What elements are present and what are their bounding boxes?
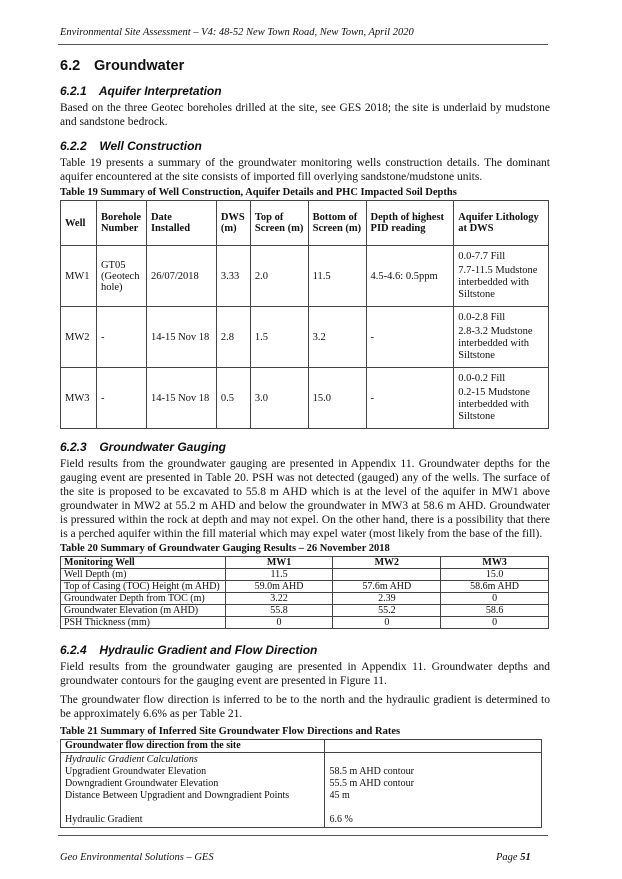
page-label: Page	[496, 852, 518, 863]
table-header-row	[61, 201, 549, 246]
section-heading	[60, 58, 184, 74]
cell-date: 14-15 Nov 18	[146, 368, 216, 429]
section-title: Groundwater	[94, 58, 185, 74]
cell-value: 58.6m AHD	[441, 581, 549, 593]
cell-value: 3.22	[225, 593, 333, 605]
header-cell: Aquifer Lithology at DWS	[454, 201, 549, 246]
subsection-heading-621	[60, 84, 222, 98]
cell-value: 57.6m AHD	[333, 581, 441, 593]
gradient-label: Hydraulic Gradient	[65, 814, 143, 825]
table-21	[60, 739, 542, 828]
subsection-heading-622	[60, 139, 202, 153]
calc-labels-cell	[61, 753, 325, 828]
cell-borehole: GT05 (Geotech hole)	[96, 246, 146, 307]
subsection-number: 6.2.4	[60, 643, 87, 657]
subsection-number: 6.2.3	[60, 440, 87, 454]
row-label: Top of Casing (TOC) Height (m AHD)	[61, 581, 226, 593]
lithology-rock: 7.7-11.5 Mudstone interbedded with Siltstone	[458, 265, 538, 300]
paragraph-well-construction: Table 19 presents a summary of the groundwater monitoring wells construction details. The dominant aquifer encountered at the site consists of imported fill overlying sandstone/mudstone units.	[60, 157, 550, 183]
header-cell: Well	[61, 201, 97, 246]
cell-value: 15.0	[441, 569, 549, 581]
paragraph-gauging: Field results from the groundwater gauging are presented in Appendix 11. Groundwater depths for the gauging event are presented in Table 20. PSH was not detected (gauged) any of the wells. The surface of the site is proposed to be excavated to 55.8 m AHD which is at the level of the aquifer in MW1 above groundwater in MW2 at 55.2 m AHD and below the groundwater in MW3 at 58.6 m AHD. Groundwater is pressured within the rock at depth and may not expel. On the other hand, there is a possibility that there is a perched aquifer within the fill material which may expel water (most likely from the base of the fill).	[60, 458, 550, 540]
table-row	[61, 307, 549, 368]
header-cell: Top of Screen (m)	[250, 201, 308, 246]
calc-label: Distance Between Upgradient and Downgradient Points	[65, 790, 290, 801]
lithology-rock: 0.2-15 Mudstone interbedded with Siltstone	[458, 387, 530, 422]
row-label: Groundwater Depth from TOC (m)	[61, 593, 226, 605]
paragraph-hydraulic-2: The groundwater flow direction is inferred to be to the north and the hydraulic gradient is determined to be approximately 6.6% as per Table 21.	[60, 694, 550, 720]
cell-well: MW2	[61, 307, 97, 368]
lithology-fill: 0.0-0.2 Fill	[458, 373, 506, 384]
table-20	[60, 556, 549, 629]
header-cell: MW2	[333, 557, 441, 569]
row-label: PSH Thickness (mm)	[61, 617, 226, 629]
footer-company: Geo Environmental Solutions – GES	[60, 852, 214, 863]
calc-value: 58.5 m AHD contour	[329, 766, 414, 777]
table-19	[60, 200, 549, 429]
calc-label: Upgradient Groundwater Elevation	[65, 766, 207, 777]
row-label: Well Depth (m)	[61, 569, 226, 581]
cell-dws: 3.33	[216, 246, 250, 307]
cell-pid: -	[366, 307, 454, 368]
subsection-number: 6.2.2	[60, 139, 87, 153]
table-row	[61, 368, 549, 429]
table-header-row	[61, 740, 542, 753]
header-cell: Bottom of Screen (m)	[308, 201, 366, 246]
cell-value: 59.0m AHD	[225, 581, 333, 593]
cell-date: 26/07/2018	[146, 246, 216, 307]
header-cell: DWS (m)	[216, 201, 250, 246]
calc-values-cell	[325, 753, 542, 828]
cell-top-screen: 1.5	[250, 307, 308, 368]
subsection-title: Groundwater Gauging	[99, 440, 227, 454]
blank-line	[65, 802, 320, 814]
calc-subheader: Hydraulic Gradient Calculations	[65, 754, 198, 765]
blank-line	[329, 754, 537, 766]
cell-pid: 4.5-4.6: 0.5ppm	[366, 246, 454, 307]
cell-bottom-screen: 3.2	[308, 307, 366, 368]
table-row	[61, 593, 549, 605]
table-20-caption: Table 20 Summary of Groundwater Gauging Results – 26 November 2018	[60, 543, 390, 554]
cell-date: 14-15 Nov 18	[146, 307, 216, 368]
table-row	[61, 753, 542, 828]
cell-pid: -	[366, 368, 454, 429]
cell-dws: 2.8	[216, 307, 250, 368]
table-row	[61, 246, 549, 307]
lithology-rock: 2.8-3.2 Mudstone interbedded with Siltstone	[458, 326, 533, 361]
cell-value: 0	[441, 617, 549, 629]
blank-line	[329, 802, 537, 814]
cell-value: 0	[441, 593, 549, 605]
paragraph-aquifer: Based on the three Geotec boreholes drilled at the site, see GES 2018; the site is underlaid by mudstone and sandstone bedrock.	[60, 102, 550, 128]
header-cell-empty	[325, 740, 542, 753]
header-cell: Borehole Number	[96, 201, 146, 246]
cell-value: 55.8	[225, 605, 333, 617]
header-cell: Monitoring Well	[61, 557, 226, 569]
header-cell: MW1	[225, 557, 333, 569]
table-row	[61, 581, 549, 593]
row-label: Groundwater Elevation (m AHD)	[61, 605, 226, 617]
subsection-title: Well Construction	[99, 139, 202, 153]
cell-bottom-screen: 15.0	[308, 368, 366, 429]
calc-value: 45 m	[329, 790, 350, 801]
table-row	[61, 617, 549, 629]
cell-value: 0	[333, 617, 441, 629]
cell-lithology	[454, 307, 549, 368]
footer-divider	[58, 835, 548, 836]
page-number: 51	[520, 852, 531, 863]
cell-value: 58.6	[441, 605, 549, 617]
calc-label: Downgradient Groundwater Elevation	[65, 778, 219, 789]
cell-value: 55.2	[333, 605, 441, 617]
cell-top-screen: 2.0	[250, 246, 308, 307]
cell-well: MW3	[61, 368, 97, 429]
lithology-fill: 0.0-7.7 Fill	[458, 251, 506, 262]
cell-lithology	[454, 368, 549, 429]
footer-page	[496, 852, 531, 863]
header-cell: Date Installed	[146, 201, 216, 246]
subsection-title: Hydraulic Gradient and Flow Direction	[99, 643, 318, 657]
header-cell: Groundwater flow direction from the site	[61, 740, 325, 753]
cell-value	[333, 569, 441, 581]
table-21-caption: Table 21 Summary of Inferred Site Groundwater Flow Directions and Rates	[60, 726, 401, 737]
cell-well: MW1	[61, 246, 97, 307]
cell-value: 2.39	[333, 593, 441, 605]
table-row	[61, 569, 549, 581]
table-header-row	[61, 557, 549, 569]
subsection-title: Aquifer Interpretation	[98, 84, 222, 98]
cell-bottom-screen: 11.5	[308, 246, 366, 307]
subsection-heading-624	[60, 643, 317, 657]
running-header: Environmental Site Assessment – V4: 48-52 New Town Road, New Town, April 2020	[60, 27, 414, 38]
cell-borehole: -	[96, 368, 146, 429]
cell-value: 0	[225, 617, 333, 629]
subsection-number: 6.2.1	[60, 84, 87, 98]
cell-lithology	[454, 246, 549, 307]
lithology-fill: 0.0-2.8 Fill	[458, 312, 506, 323]
table-19-caption: Table 19 Summary of Well Construction, Aquifer Details and PHC Impacted Soil Depths	[60, 187, 457, 198]
paragraph-hydraulic-1: Field results from the groundwater gauging are presented in Appendix 11. Groundwater depths and groundwater contours for the gauging event are presented in Figure 11.	[60, 661, 550, 687]
cell-top-screen: 3.0	[250, 368, 308, 429]
header-divider	[58, 44, 548, 45]
header-cell: Depth of highest PID reading	[366, 201, 454, 246]
calc-value: 55.5 m AHD contour	[329, 778, 414, 789]
cell-dws: 0.5	[216, 368, 250, 429]
cell-value: 11.5	[225, 569, 333, 581]
cell-borehole: -	[96, 307, 146, 368]
section-number: 6.2	[60, 58, 81, 74]
header-cell: MW3	[441, 557, 549, 569]
gradient-value: 6.6 %	[329, 814, 353, 825]
subsection-heading-623	[60, 440, 226, 454]
table-row	[61, 605, 549, 617]
